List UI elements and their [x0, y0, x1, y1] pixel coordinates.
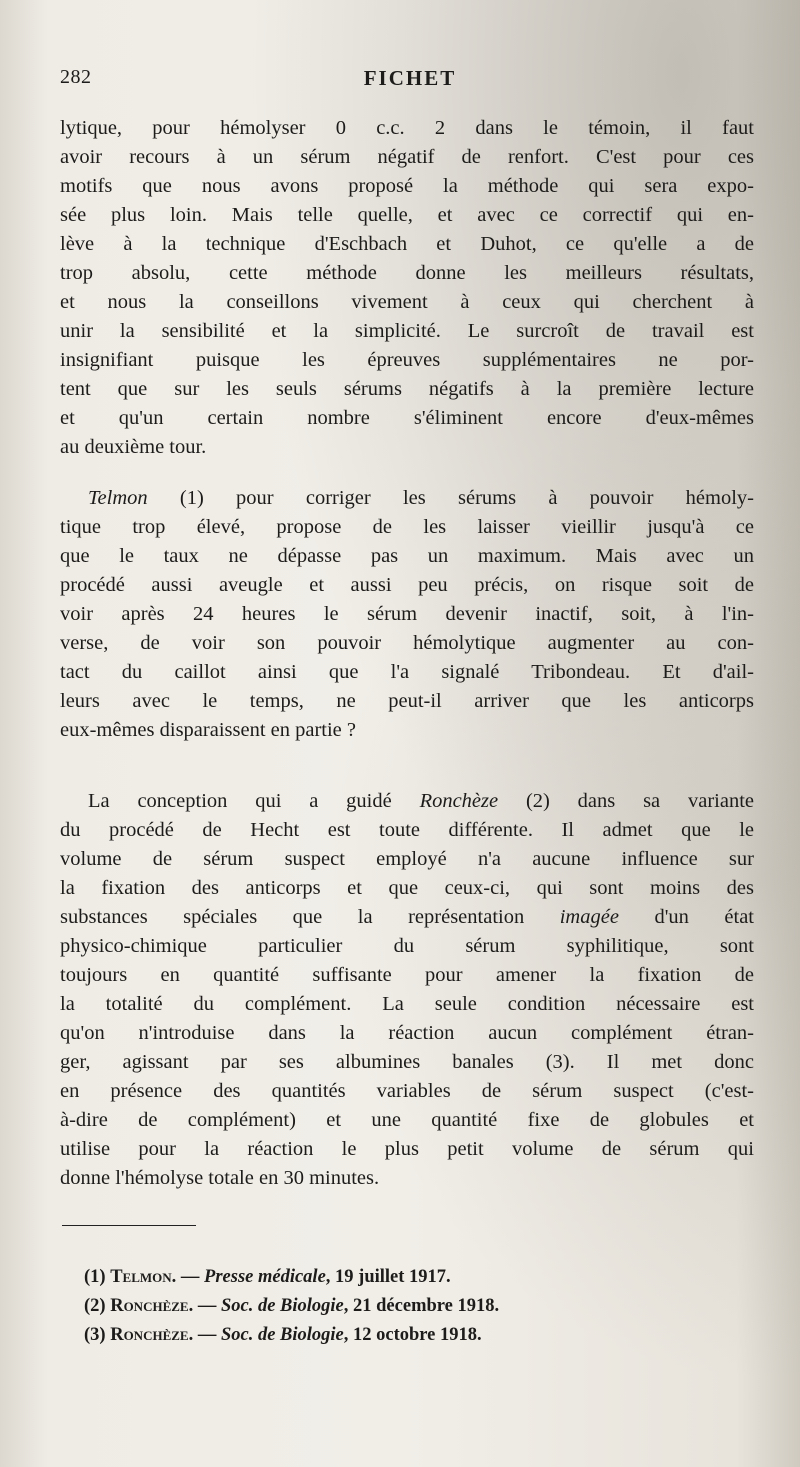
text-line: la fixation des anticorps et que ceux-ci, qui sont moins des — [60, 877, 754, 899]
author-name-roncheze: Ronchèze — [419, 790, 499, 812]
text-line: verse, de voir son pouvoir hémolytique augmenter au con- — [60, 632, 754, 654]
footnote-3: (3) Ronchèze. — Soc. de Biologie, 12 octobre 1918. — [84, 1325, 482, 1345]
text-line: Telmon (1) pour corriger les sérums à pouvoir hémoly- — [88, 487, 754, 509]
text-line: la totalité du complément. La seule condition nécessaire est — [60, 993, 754, 1015]
text-line: volume de sérum suspect employé n'a aucune influence sur — [60, 848, 754, 870]
footnote-separator — [62, 1225, 196, 1226]
paragraph-3 — [60, 787, 754, 1193]
text-line: voir après 24 heures le sérum devenir inactif, soit, à l'in- — [60, 603, 754, 625]
footnotes — [84, 1263, 724, 1350]
text-line: que le taux ne dépasse pas un maximum. Mais avec un — [60, 545, 754, 567]
text-line: en présence des quantités variables de sérum suspect (c'est- — [60, 1080, 754, 1102]
text-line: ger, agissant par ses albumines banales (3). Il met donc — [60, 1051, 754, 1073]
text-line: La conception qui a guidé Ronchèze (2) dans sa variante — [88, 790, 754, 812]
text-line: insignifiant puisque les épreuves supplémentaires ne por- — [60, 349, 754, 371]
text-line: donne l'hémolyse totale en 30 minutes. — [60, 1167, 380, 1189]
text-line: motifs que nous avons proposé la méthode qui sera expo- — [60, 175, 754, 197]
running-title: FICHET — [363, 66, 457, 90]
text-line: leurs avec le temps, ne peut-il arriver que les anticorps — [60, 690, 754, 712]
text-line: à-dire de complément) et une quantité fixe de globules et — [60, 1109, 754, 1131]
italic-word: imagée — [559, 906, 619, 928]
text-line: utilise pour la réaction le plus petit volume de sérum qui — [60, 1138, 754, 1160]
text-line: lytique, pour hémolyser 0 c.c. 2 dans le témoin, il faut — [60, 117, 754, 139]
author-name-telmon: Telmon — [88, 487, 148, 509]
text-line: physico-chimique particulier du sérum syphilitique, sont — [60, 935, 754, 957]
text-line: et qu'un certain nombre s'éliminent encore d'eux-mêmes — [60, 407, 754, 429]
text-line: procédé aussi aveugle et aussi peu précis, on risque soit de — [60, 574, 754, 596]
text-line: tique trop élevé, propose de les laisser vieillir jusqu'à ce — [60, 516, 754, 538]
paragraph-1 — [60, 114, 754, 462]
text-line: substances spéciales que la représentation imagée d'un état — [60, 906, 754, 928]
text-line: lève à la technique d'Eschbach et Duhot, ce qu'elle a de — [60, 233, 754, 255]
footnote-1: (1) Telmon. — Presse médicale, 19 juillet 1917. — [84, 1267, 451, 1287]
text-line: trop absolu, cette méthode donne les meilleurs résultats, — [60, 262, 754, 284]
text-line: du procédé de Hecht est toute différente. Il admet que le — [60, 819, 754, 841]
running-head — [60, 66, 760, 96]
text-line: sée plus loin. Mais telle quelle, et avec ce correctif qui en- — [60, 204, 754, 226]
footnote-2: (2) Ronchèze. — Soc. de Biologie, 21 décembre 1918. — [84, 1296, 500, 1316]
page-number: 282 — [60, 66, 92, 88]
text-line: tent que sur les seuls sérums négatifs à la première lecture — [60, 378, 754, 400]
text-line: avoir recours à un sérum négatif de renfort. C'est pour ces — [60, 146, 754, 168]
text-line: eux-mêmes disparaissent en partie ? — [60, 719, 356, 741]
text-line: qu'on n'introduise dans la réaction aucun complément étran- — [60, 1022, 754, 1044]
text-line: et nous la conseillons vivement à ceux qui cherchent à — [60, 291, 754, 313]
text-line: tact du caillot ainsi que l'a signalé Tribondeau. Et d'ail- — [60, 661, 754, 683]
text-line: au deuxième tour. — [60, 436, 207, 458]
paragraph-2 — [60, 484, 754, 745]
text-line: toujours en quantité suffisante pour amener la fixation de — [60, 964, 754, 986]
text-line: unir la sensibilité et la simplicité. Le surcroît de travail est — [60, 320, 754, 342]
